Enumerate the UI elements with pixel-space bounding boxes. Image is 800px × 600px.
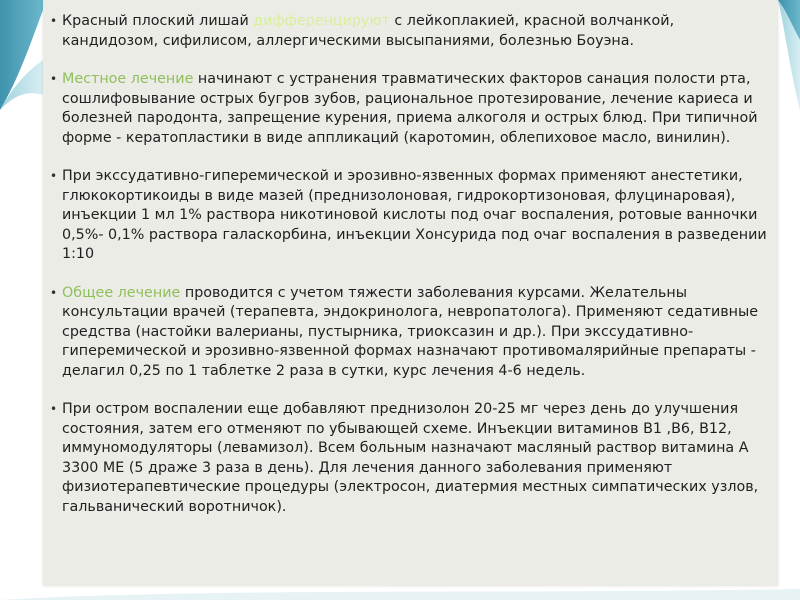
- paragraph-local-treatment: [50, 70, 767, 148]
- highlight-term: Общее лечение: [62, 284, 181, 301]
- bullet-icon: •: [50, 169, 58, 183]
- highlight-term: дифференцируют: [253, 13, 390, 29]
- paragraph-erosive-forms: [50, 167, 767, 265]
- paragraph-text: Красный плоский лишай: [62, 13, 254, 29]
- paragraph-text: начинают с устранения травматических факторов санация полости рта, сошлифовывание острых бугров зубов, рациональное протезирование, лечение кариеса и болезней пародонта, запрещение курения, приема алкоголя и острых блюд. При типичной форме - кератопластики в виде аппликаций (каротомин, облепиховое масло, винилин).: [62, 71, 758, 146]
- paragraph-text: проводится с учетом тяжести заболевания курсами. Желательны консультации врачей (терапевта, эндокринолога, невропатолога). Применяют седативные средства (настойки валерианы, пустырника, триоксазин и др.). При экссудативно-гиперемической и эрозивно-язвенной формах назначают противомалярийные препараты - делагил 0,25 по 1 таблетке 2 раза в сутки, курс лечения 4-6 недель.: [62, 284, 759, 379]
- bullet-icon: •: [50, 285, 58, 300]
- paragraph-text: с лейкоплакией, красной волчанкой, кандидозом, сифилисом, аллергическими высыпаниями, болезнью Боуэна.: [62, 13, 675, 49]
- paragraph-text: При остром воспалении еще добавляют преднизолон 20-25 мг через день до улучшения состояния, затем его отменяют по убывающей схеме. Инъекции витаминов В1 ,В6, В12, иммуномодуляторы (левамизол). Всем больным назначают масляный раствор витамина А 3300 МЕ (5 драже 3 раза в день). Для лечения данного заболевания применяют физиотерапевтические процедуры (электросон, диатермия местных симпатических узлов, гальванический воротничок).: [62, 401, 759, 515]
- bullet-icon: •: [50, 72, 58, 86]
- bullet-icon: •: [50, 14, 58, 28]
- highlight-term: Местное лечение: [62, 71, 194, 87]
- paragraph-differential: [50, 12, 767, 51]
- paragraph-text: При экссудативно-гиперемической и эрозивно-язвенных формах применяют анестетики, глюкокортикоиды в виде мазей (преднизолоновая, гидрокортизоновая, флуцинаровая), инъекции 1 мл 1% раствора никотиновой кислоты под очаг воспаления, ротовые ванночки 0,5%- 0,1% раствора галаскорбина, инъекции Хонсурида под очаг воспаления в разведении 1:10: [62, 168, 767, 262]
- slide-content: [50, 12, 767, 536]
- bullet-icon: •: [50, 402, 58, 416]
- paragraph-general-treatment: [50, 284, 767, 382]
- paragraph-acute-inflammation: [50, 400, 767, 517]
